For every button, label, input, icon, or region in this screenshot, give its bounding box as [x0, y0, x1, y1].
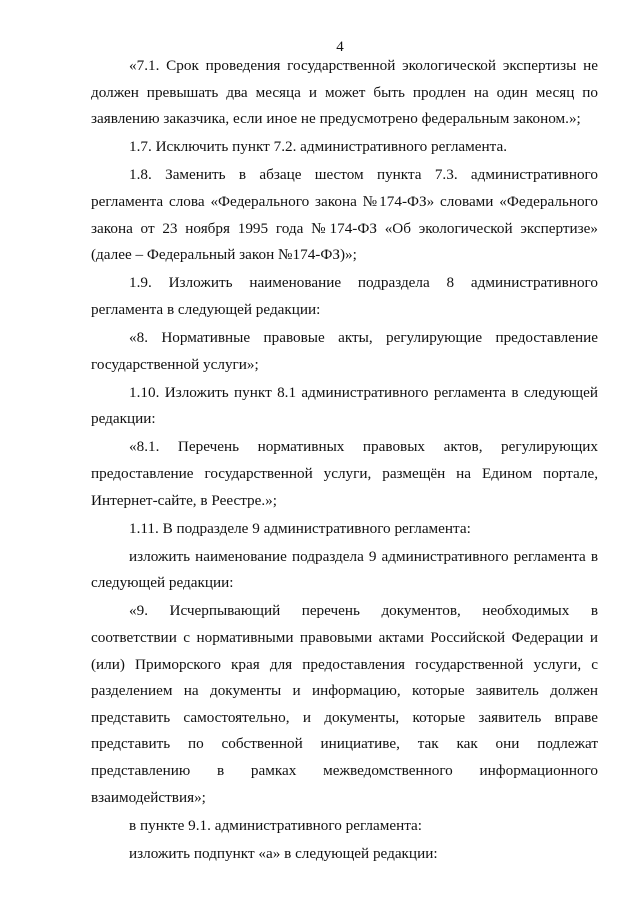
paragraph-1-10: 1.10. Изложить пункт 8.1 административного регламента в следующей редакции: — [91, 383, 598, 428]
document-body — [91, 53, 598, 869]
paragraph-9-quote: «9. Исчерпывающий перечень документов, необходимых в соответствии с нормативными правовыми актами Российской Федерации и (или) Приморского края для предоставления государственной услуги, с разделением на документы и информацию, которые заявитель должен представить самостоятельно, и документы, которые заявитель вправе представить по собственной инициативе, так как они подлежат представлению в рамках межведомственного информационного взаимодействия»; — [91, 602, 598, 806]
paragraph-1-8: 1.8. Заменить в абзаце шестом пункта 7.3. административного регламента слова «Федерального закона №174-ФЗ» словами «Федерального закона от 23 ноября 1995 года №174-ФЗ «Об экологической экспертизе» (далее – Федеральный закон №174-ФЗ)»; — [91, 166, 598, 264]
paragraph-1-9: 1.9. Изложить наименование подраздела 8 административного регламента в следующей редакции: — [91, 274, 598, 318]
page-number: 4 — [336, 39, 344, 55]
paragraph-subitem-a: изложить подпункт «а» в следующей редакции: — [129, 844, 438, 862]
paragraph-1-7: 1.7. Исключить пункт 7.2. административного регламента. — [129, 138, 507, 156]
paragraph-1-11: 1.11. В подразделе 9 административного регламента: — [129, 519, 471, 537]
paragraph-9-1: в пункте 9.1. административного регламента: — [129, 816, 422, 834]
paragraph-subsection-9-title: изложить наименование подраздела 9 административного регламента в следующей редакции: — [91, 547, 598, 592]
paragraph-8-quote: «8. Нормативные правовые акты, регулирующие предоставление государственной услуги»; — [91, 328, 598, 373]
paragraph-7-1-quote: «7.1. Срок проведения государственной экологической экспертизы не должен превышать два месяца и может быть продлен на один месяц по заявлению заказчика, если иное не предусмотрено федеральным законом.»; — [91, 57, 598, 128]
paragraph-8-1-quote: «8.1. Перечень нормативных правовых актов, регулирующих предоставление государственной услуги, размещён на Едином портале, Интернет-сайте, в Реестре.»; — [91, 438, 598, 509]
